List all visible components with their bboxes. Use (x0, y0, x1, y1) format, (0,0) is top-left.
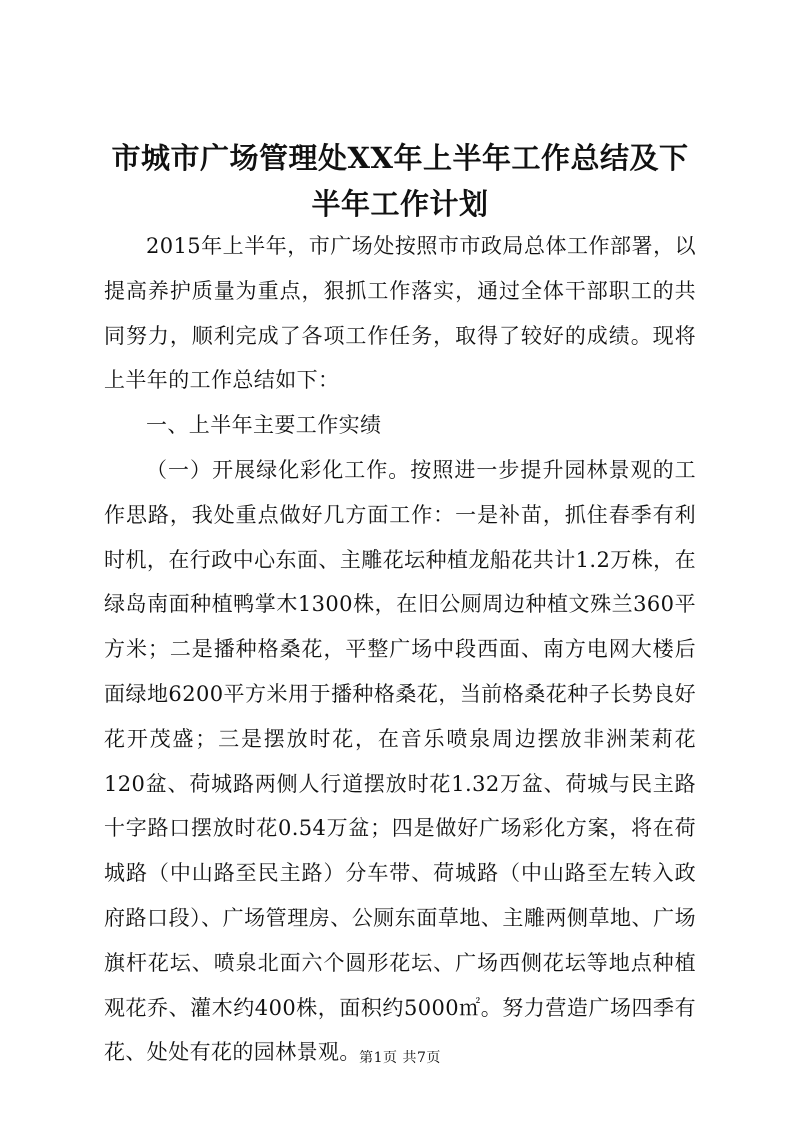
title-line-1: 市城市广场管理处XX年上半年工作总结及下 (111, 141, 689, 175)
greening-paragraph: （一）开展绿化彩化工作。按照进一步提升园林景观的工作思路，我处重点做好几方面工作：一是补苗，抓住春季有利时机，在行政中心东面、主雕花坛种植龙船花共计1.2万株，在绿岛南面种植鸭掌木1300株，在旧公厕周边种植文殊兰360平方米；二是播种格桑花，平整广场中段西面、南方电网大楼后面绿地6200平方米用于播种格桑花，当前格桑花种子长势良好花开茂盛；三是摆放时花，在音乐喷泉周边摆放非洲茉莉花120盆、荷城路两侧人行道摆放时花1.32万盆、荷城与民主路十字路口摆放时花0.54万盆；四是做好广场彩化方案，将在荷城路（中山路至民主路）分车带、荷城路（中山路至左转入政府路口段）、广场管理房、公厕东面草地、主雕两侧草地、广场旗杆花坛、喷泉北面六个圆形花坛、广场西侧花坛等地点种植观花乔、灌木约400株，面积约5000㎡。努力营造广场四季有花、处处有花的园林景观。 (104, 457, 696, 1065)
document-body (104, 224, 696, 1075)
intro-paragraph: 2015年上半年，市广场处按照市市政局总体工作部署，以提高养护质量为重点，狠抓工作落实，通过全体干部职工的共同努力，顺利完成了各项工作任务，取得了较好的成绩。现将上半年的工作总结如下： (104, 234, 696, 393)
section-heading: 一、上半年主要工作实绩 (146, 413, 382, 438)
document-title (100, 135, 700, 227)
title-line-2: 半年工作计划 (311, 187, 489, 221)
page-footer: 第1页 共7页 (359, 1050, 441, 1066)
